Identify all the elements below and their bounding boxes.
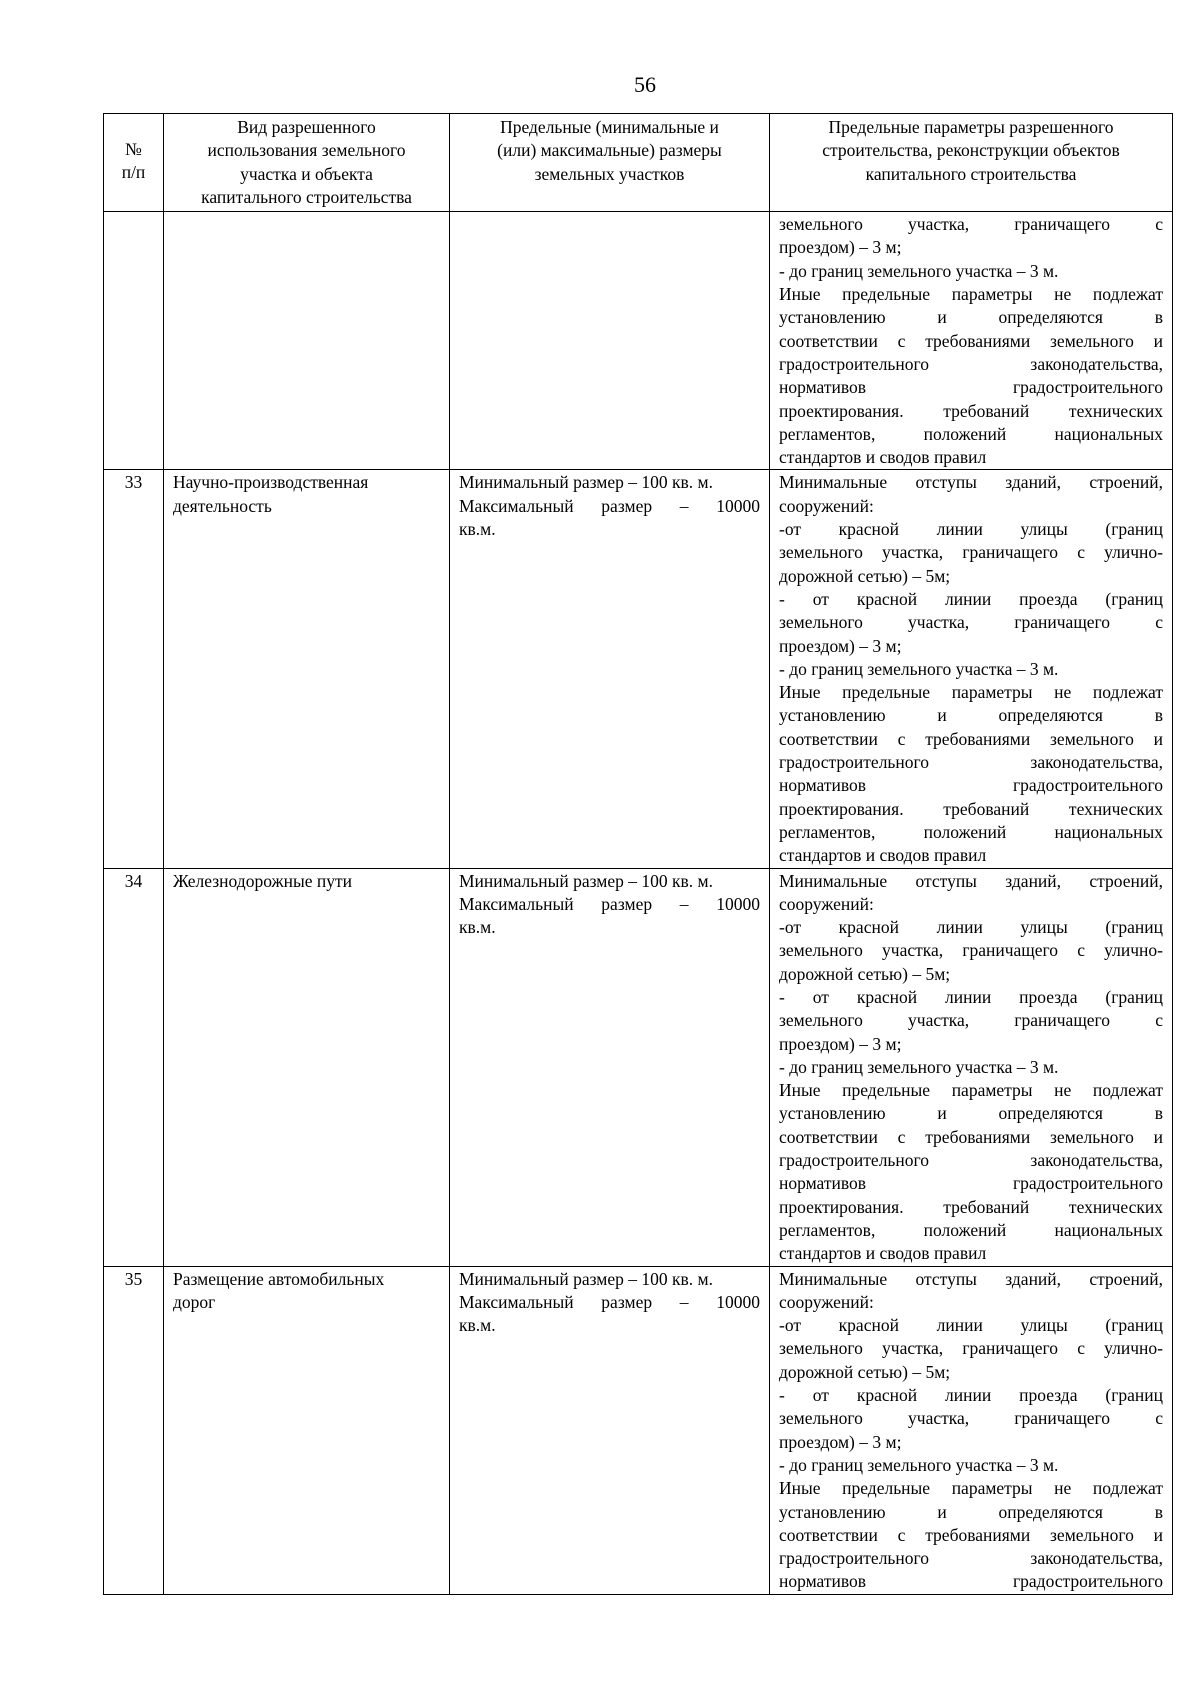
params-line: сооружений: bbox=[779, 495, 874, 516]
sizes-line: Максимальный размер – 10000 bbox=[459, 893, 760, 914]
params-line: дорожной сетью) – 5м; bbox=[779, 565, 951, 586]
params-line: проектирования. требований технических bbox=[779, 1196, 1163, 1217]
params-line: регламентов, положений национальных bbox=[779, 423, 1163, 444]
params-cell bbox=[770, 470, 1173, 868]
sizes-line: Минимальный размер – 100 кв. м. bbox=[459, 1268, 713, 1289]
header-sizes-line: (или) максимальные) размеры bbox=[497, 140, 722, 161]
header-number-line: № bbox=[125, 139, 142, 159]
params-line: нормативов градостроительного bbox=[779, 377, 1163, 398]
params-line: проездом) – 3 м; bbox=[779, 1431, 902, 1452]
header-params-line: строительства, реконструкции объектов bbox=[822, 140, 1120, 161]
row-number bbox=[104, 212, 163, 213]
params-line: земельного участка, граничащего с улично- bbox=[779, 940, 1163, 961]
params-line: дорожной сетью) – 5м; bbox=[779, 1361, 951, 1382]
params-line: установлению и определяются в bbox=[779, 1103, 1163, 1124]
row-number-cell bbox=[104, 1266, 164, 1594]
header-use-kind-line: участка и объекта bbox=[240, 163, 373, 184]
sizes-line: кв.м. bbox=[459, 1315, 496, 1336]
params-line: проездом) – 3 м; bbox=[779, 1033, 902, 1054]
params-line: Минимальные отступы зданий, строений, bbox=[779, 1268, 1163, 1289]
sizes-line: Минимальный размер – 100 кв. м. bbox=[459, 472, 713, 493]
table-row bbox=[104, 212, 1173, 470]
params-line: стандартов и сводов правил bbox=[779, 845, 987, 866]
header-params-line: капитального строительства bbox=[865, 163, 1077, 184]
header-sizes-line: земельных участков bbox=[534, 163, 685, 184]
header-use-kind-line: использования земельного bbox=[207, 140, 406, 161]
params-line: Минимальные отступы зданий, строений, bbox=[779, 870, 1163, 891]
row-number: 35 bbox=[124, 1268, 143, 1289]
params-line: Иные предельные параметры не подлежат bbox=[779, 1080, 1163, 1101]
header-use-kind-line: Вид разрешенного bbox=[237, 117, 376, 137]
params-line: регламентов, положений национальных bbox=[779, 1219, 1163, 1240]
params-line: соответствии с требованиями земельного и bbox=[779, 1126, 1163, 1147]
params-line: проектирования. требований технических bbox=[779, 400, 1163, 421]
params-line: земельного участка, граничащего с улично- bbox=[779, 1338, 1163, 1359]
params-line: стандартов и сводов правил bbox=[779, 447, 987, 468]
params-line: Иные предельные параметры не подлежат bbox=[779, 682, 1163, 703]
params-line: соответствии с требованиями земельного и bbox=[779, 330, 1163, 351]
params-line: земельного участка, граничащего с bbox=[779, 1408, 1163, 1429]
header-number bbox=[104, 114, 164, 212]
sizes-line: кв.м. bbox=[459, 917, 496, 938]
params-line: земельного участка, граничащего с улично- bbox=[779, 542, 1163, 563]
header-use-kind-line: капитального строительства bbox=[201, 186, 412, 207]
params-line: земельного участка, граничащего с bbox=[779, 1010, 1163, 1031]
sizes-line: Минимальный размер – 100 кв. м. bbox=[459, 870, 713, 891]
page-number: 56 bbox=[634, 72, 656, 97]
params-line: Минимальные отступы зданий, строений, bbox=[779, 472, 1163, 493]
params-line: регламентов, положений национальных bbox=[779, 821, 1163, 842]
sizes-line: Максимальный размер – 10000 bbox=[459, 495, 760, 516]
params-line: земельного участка, граничащего с bbox=[779, 214, 1163, 235]
row-number-cell bbox=[104, 470, 164, 868]
params-line: градостроительного законодательства, bbox=[779, 752, 1163, 773]
table-row bbox=[104, 470, 1173, 868]
use-kind-text bbox=[164, 212, 449, 213]
params-line: -от красной линии улицы (границ bbox=[779, 1315, 1163, 1336]
params-line: градостроительного законодательства, bbox=[779, 353, 1163, 374]
row-number-cell bbox=[104, 868, 164, 1266]
params-line: - до границ земельного участка – 3 м. bbox=[779, 1454, 1059, 1475]
row-number: 33 bbox=[124, 472, 143, 493]
sizes-cell bbox=[450, 868, 770, 1266]
params-line: стандартов и сводов правил bbox=[779, 1243, 987, 1264]
params-line: - до границ земельного участка – 3 м. bbox=[779, 260, 1059, 281]
use-kind-text: Размещение автомобильных дорог bbox=[173, 1268, 385, 1312]
table-body bbox=[104, 212, 1173, 1595]
params-line: сооружений: bbox=[779, 893, 874, 914]
header-sizes bbox=[450, 114, 770, 212]
params-cell bbox=[770, 1266, 1173, 1594]
params-line: дорожной сетью) – 5м; bbox=[779, 963, 951, 984]
sizes-line: Максимальный размер – 10000 bbox=[459, 1291, 760, 1312]
table-header-row bbox=[104, 114, 1173, 212]
params-cell bbox=[770, 212, 1173, 470]
use-kind-cell bbox=[164, 1266, 450, 1594]
header-params bbox=[770, 114, 1173, 212]
params-line: проездом) – 3 м; bbox=[779, 237, 902, 258]
sizes-cell bbox=[450, 470, 770, 868]
land-use-table bbox=[103, 113, 1173, 1595]
params-cell bbox=[770, 868, 1173, 1266]
header-sizes-line: Предельные (минимальные и bbox=[500, 117, 719, 137]
params-line: соответствии с требованиями земельного и bbox=[779, 728, 1163, 749]
sizes-cell bbox=[450, 1266, 770, 1594]
params-line: проектирования. требований технических bbox=[779, 798, 1163, 819]
params-line: установлению и определяются в bbox=[779, 705, 1163, 726]
params-line: соответствии с требованиями земельного и bbox=[779, 1524, 1163, 1545]
params-line: -от красной линии улицы (границ bbox=[779, 519, 1163, 540]
use-kind-cell bbox=[164, 470, 450, 868]
params-line: установлению и определяются в bbox=[779, 1501, 1163, 1522]
params-line: - от красной линии проезда (границ bbox=[779, 588, 1163, 609]
params-line: градостроительного законодательства, bbox=[779, 1150, 1163, 1171]
params-line: - до границ земельного участка – 3 м. bbox=[779, 1056, 1059, 1077]
params-line: земельного участка, граничащего с bbox=[779, 612, 1163, 633]
use-kind-text: Железнодорожные пути bbox=[173, 870, 352, 891]
sizes-line: кв.м. bbox=[459, 519, 496, 540]
params-line: -от красной линии улицы (границ bbox=[779, 917, 1163, 938]
table-row bbox=[104, 868, 1173, 1266]
row-number-cell bbox=[104, 212, 164, 470]
header-use-kind bbox=[164, 114, 450, 212]
params-line: градостроительного законодательства, bbox=[779, 1548, 1163, 1569]
use-kind-cell bbox=[164, 868, 450, 1266]
params-line: нормативов градостроительного bbox=[779, 1571, 1163, 1592]
params-line: сооружений: bbox=[779, 1291, 874, 1312]
sizes-cell bbox=[450, 212, 770, 470]
params-line: Иные предельные параметры не подлежат bbox=[779, 284, 1163, 305]
params-line: установлению и определяются в bbox=[779, 307, 1163, 328]
params-line: Иные предельные параметры не подлежат bbox=[779, 1478, 1163, 1499]
params-line: - от красной линии проезда (границ bbox=[779, 1385, 1163, 1406]
params-line: нормативов градостроительного bbox=[779, 1173, 1163, 1194]
params-line: нормативов градостроительного bbox=[779, 775, 1163, 796]
use-kind-cell bbox=[164, 212, 450, 470]
params-line: - от красной линии проезда (границ bbox=[779, 986, 1163, 1007]
params-line: проездом) – 3 м; bbox=[779, 635, 902, 656]
header-number-line: п/п bbox=[121, 162, 146, 183]
use-kind-text: Научно-производственная деятельность bbox=[173, 472, 369, 516]
params-line: - до границ земельного участка – 3 м. bbox=[779, 658, 1059, 679]
header-params-line: Предельные параметры разрешенного bbox=[828, 117, 1114, 137]
table-row bbox=[104, 1266, 1173, 1594]
row-number: 34 bbox=[124, 870, 143, 891]
